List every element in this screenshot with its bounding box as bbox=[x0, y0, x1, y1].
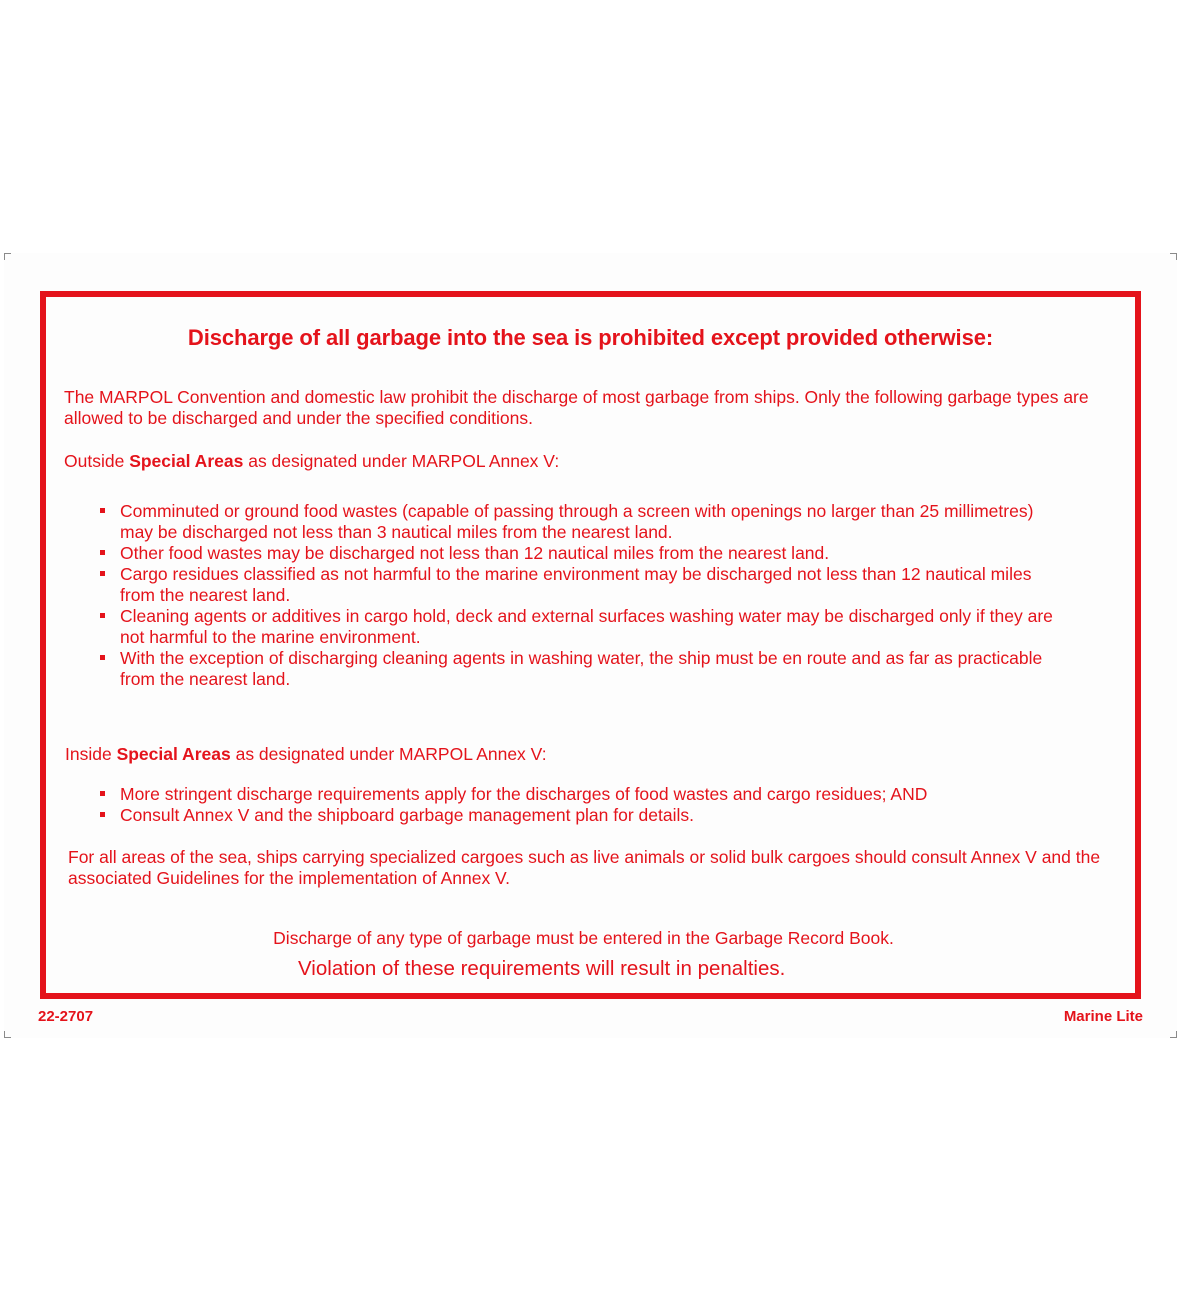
list-item bbox=[98, 648, 1058, 690]
outside-heading-prefix: Outside bbox=[64, 451, 130, 471]
red-border-frame bbox=[40, 291, 1141, 999]
list-item-text: Cargo residues classified as not harmful to the marine environment may be discharged not less than 12 nautical miles from the nearest land. bbox=[120, 564, 1032, 605]
list-item-text: Cleaning agents or additives in cargo hold, deck and external surfaces washing water may be discharged only if they are not harmful to the marine environment. bbox=[120, 606, 1053, 647]
inside-heading-prefix: Inside bbox=[65, 744, 117, 764]
violation-warning: Violation of these requirements will result in penalties. bbox=[298, 957, 786, 980]
list-item bbox=[98, 564, 1058, 606]
inside-rules-list bbox=[98, 784, 1098, 826]
inside-special-areas-heading bbox=[65, 744, 547, 765]
inside-heading-suffix: as designated under MARPOL Annex V: bbox=[230, 744, 547, 764]
list-item bbox=[98, 543, 1058, 564]
crop-mark-top-right bbox=[1170, 253, 1177, 260]
bullet-square-icon bbox=[100, 613, 105, 618]
crop-mark-bottom-left bbox=[4, 1031, 11, 1038]
bullet-square-icon bbox=[100, 791, 105, 796]
outside-rules-list bbox=[98, 501, 1058, 690]
list-item-text: Consult Annex V and the shipboard garbage management plan for details. bbox=[120, 805, 694, 825]
bullet-square-icon bbox=[100, 812, 105, 817]
intro-paragraph: The MARPOL Convention and domestic law prohibit the discharge of most garbage from ships. Only the following garbage types are allowed to be discharged and under the specified conditions. bbox=[64, 387, 1089, 428]
placard-title: Discharge of all garbage into the sea is prohibited except provided otherwise: bbox=[187, 325, 994, 350]
list-item bbox=[98, 784, 1098, 805]
list-item-text: More stringent discharge requirements apply for the discharges of food wastes and cargo residues; AND bbox=[120, 784, 928, 804]
list-item-text: Other food wastes may be discharged not less than 12 nautical miles from the nearest land. bbox=[120, 543, 830, 563]
all-areas-note: For all areas of the sea, ships carrying specialized cargoes such as live animals or solid bulk cargoes should consult Annex V and the associated Guidelines for the implementation of Annex V. bbox=[68, 847, 1101, 888]
list-item-text: With the exception of discharging cleaning agents in washing water, the ship must be en route and as far as practicable from the nearest land. bbox=[120, 648, 1043, 689]
brand-name: Marine Lite bbox=[1063, 1008, 1143, 1025]
inside-heading-emphasis: Special Areas bbox=[116, 744, 231, 764]
outside-heading-suffix: as designated under MARPOL Annex V: bbox=[243, 451, 560, 471]
bullet-square-icon bbox=[100, 550, 105, 555]
crop-mark-top-left bbox=[4, 253, 11, 260]
list-item-text: Comminuted or ground food wastes (capable of passing through a screen with openings no larger than 25 millimetres) may be discharged not less than 3 nautical miles from the nearest land. bbox=[120, 501, 1034, 542]
list-item bbox=[98, 805, 1098, 826]
record-book-notice: Discharge of any type of garbage must be entered in the Garbage Record Book. bbox=[273, 928, 894, 948]
bullet-square-icon bbox=[100, 508, 105, 513]
bullet-square-icon bbox=[100, 655, 105, 660]
part-number: 22-2707 bbox=[38, 1008, 94, 1025]
list-item bbox=[98, 501, 1058, 543]
outside-heading-emphasis: Special Areas bbox=[129, 451, 244, 471]
outside-special-areas-heading bbox=[64, 451, 559, 472]
marpol-placard bbox=[4, 253, 1177, 1038]
list-item bbox=[98, 606, 1058, 648]
crop-mark-bottom-right bbox=[1170, 1031, 1177, 1038]
bullet-square-icon bbox=[100, 571, 105, 576]
